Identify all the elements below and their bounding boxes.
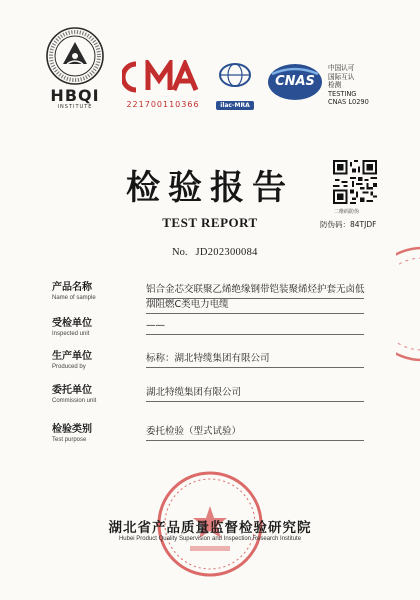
field-underline bbox=[146, 334, 364, 335]
field-label: 生产单位 bbox=[52, 351, 92, 362]
field-sample-name bbox=[52, 282, 372, 322]
anti-fake-code: 防伪码：84TJDF bbox=[320, 220, 377, 229]
cnas-info-line: CNAS L0290 bbox=[328, 98, 369, 107]
field-value: —— bbox=[146, 320, 165, 331]
hbqi-logo bbox=[34, 26, 116, 111]
cnas-accreditation-info bbox=[328, 64, 398, 107]
ilac-mra-label: ilac-MRA bbox=[216, 101, 253, 110]
cma-code: 221700110366 bbox=[126, 100, 200, 109]
cnas-mark bbox=[266, 62, 324, 106]
field-underline bbox=[146, 367, 364, 368]
field-sub-label: Inspected unit bbox=[52, 331, 90, 337]
report-number-label: No. bbox=[172, 247, 188, 258]
field-value: 铝合金芯交联聚乙烯绝缘钢带铠装聚烯烃护套无卤低烟阻燃C类电力电缆 bbox=[146, 284, 365, 310]
field-label: 检验类别 bbox=[52, 424, 92, 435]
edge-seal-icon bbox=[396, 244, 420, 364]
field-underline bbox=[146, 313, 364, 314]
cma-logo-icon bbox=[122, 60, 204, 94]
field-underline bbox=[146, 298, 364, 299]
hbqi-logo-sub: INSTITUTE bbox=[57, 104, 93, 110]
cnas-info-line: 国际互认 bbox=[328, 72, 355, 81]
field-inspected-unit bbox=[52, 318, 372, 344]
ilac-globe-icon bbox=[218, 62, 252, 88]
institute-name-en: Hubei Product Quality Supervision and Inspection Research Institute bbox=[118, 536, 302, 542]
field-sub-label: Name of sample bbox=[52, 295, 96, 301]
cnas-info-line: 检测 bbox=[328, 81, 342, 90]
institute-name-cn: 湖北省产品质量监督检验研究院 bbox=[108, 520, 312, 536]
qr-caption: 二维码防伪 bbox=[334, 209, 360, 215]
hbqi-logo-name: HBQI bbox=[50, 86, 100, 105]
field-value: 标称：湖北特缆集团有限公司 bbox=[146, 353, 270, 364]
field-sub-label: Produced by bbox=[52, 364, 86, 370]
field-label: 受检单位 bbox=[52, 318, 92, 329]
field-label: 产品名称 bbox=[52, 282, 92, 293]
field-sub-label: Commission unit bbox=[52, 398, 97, 404]
hbqi-emblem-icon bbox=[45, 26, 105, 86]
report-title-cn: 检验报告 bbox=[126, 168, 294, 208]
field-label: 委托单位 bbox=[52, 385, 92, 396]
field-underline bbox=[146, 440, 364, 441]
field-test-purpose bbox=[52, 424, 372, 450]
field-value: 湖北特缆集团有限公司 bbox=[146, 387, 242, 398]
field-value: 委托检验（型式试验） bbox=[146, 426, 242, 437]
field-produced-by bbox=[52, 351, 372, 377]
cma-mark bbox=[122, 60, 204, 109]
report-number bbox=[172, 247, 258, 258]
ilac-mra-mark bbox=[208, 62, 262, 111]
cnas-info-line: TESTING bbox=[328, 89, 357, 98]
field-sub-label: Test purpose bbox=[52, 437, 87, 443]
report-number-value: JD202300084 bbox=[195, 247, 258, 258]
cnas-info-line: 中国认可 bbox=[328, 64, 355, 72]
field-underline bbox=[146, 401, 364, 402]
field-commission-unit bbox=[52, 385, 372, 411]
cnas-logo-label: CNAS bbox=[275, 74, 315, 89]
report-title-en: TEST REPORT bbox=[162, 215, 258, 230]
